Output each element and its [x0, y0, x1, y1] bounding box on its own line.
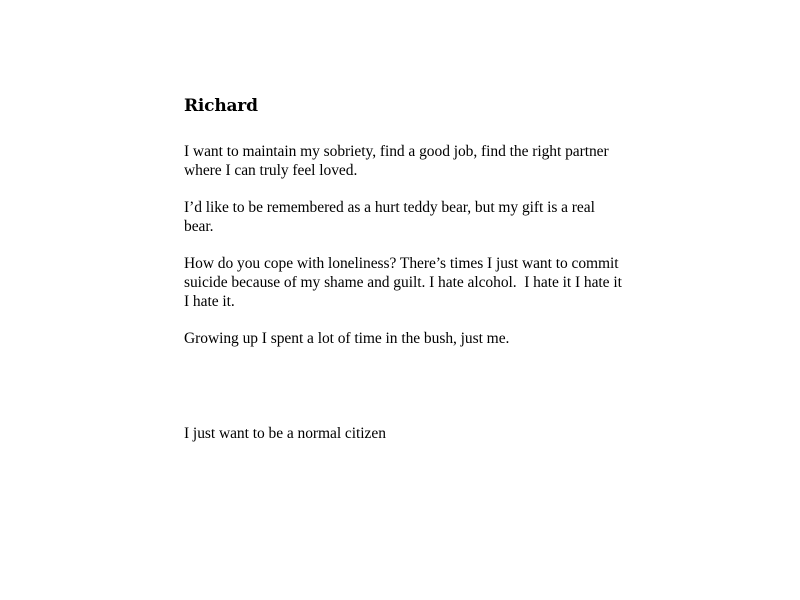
- paragraph-normal-citizen: I just want to be a normal citizen: [184, 424, 386, 442]
- paragraph-remembered: I’d like to be remembered as a hurt teddy bear, but my gift is a real bear.: [184, 199, 599, 235]
- paragraph-goals: I want to maintain my sobriety, find a good job, find the right partner where I can truly feel loved.: [184, 143, 613, 179]
- paragraph-growing-up: Growing up I spent a lot of time in the bush, just me.: [184, 330, 510, 348]
- document-content: [184, 94, 624, 443]
- paragraph-loneliness: How do you cope with loneliness? There’s times I just want to commit suicide because of my shame and guilt. I hate alcohol. I hate it I hate it I hate it.: [184, 255, 626, 310]
- document-title: Richard: [184, 96, 258, 116]
